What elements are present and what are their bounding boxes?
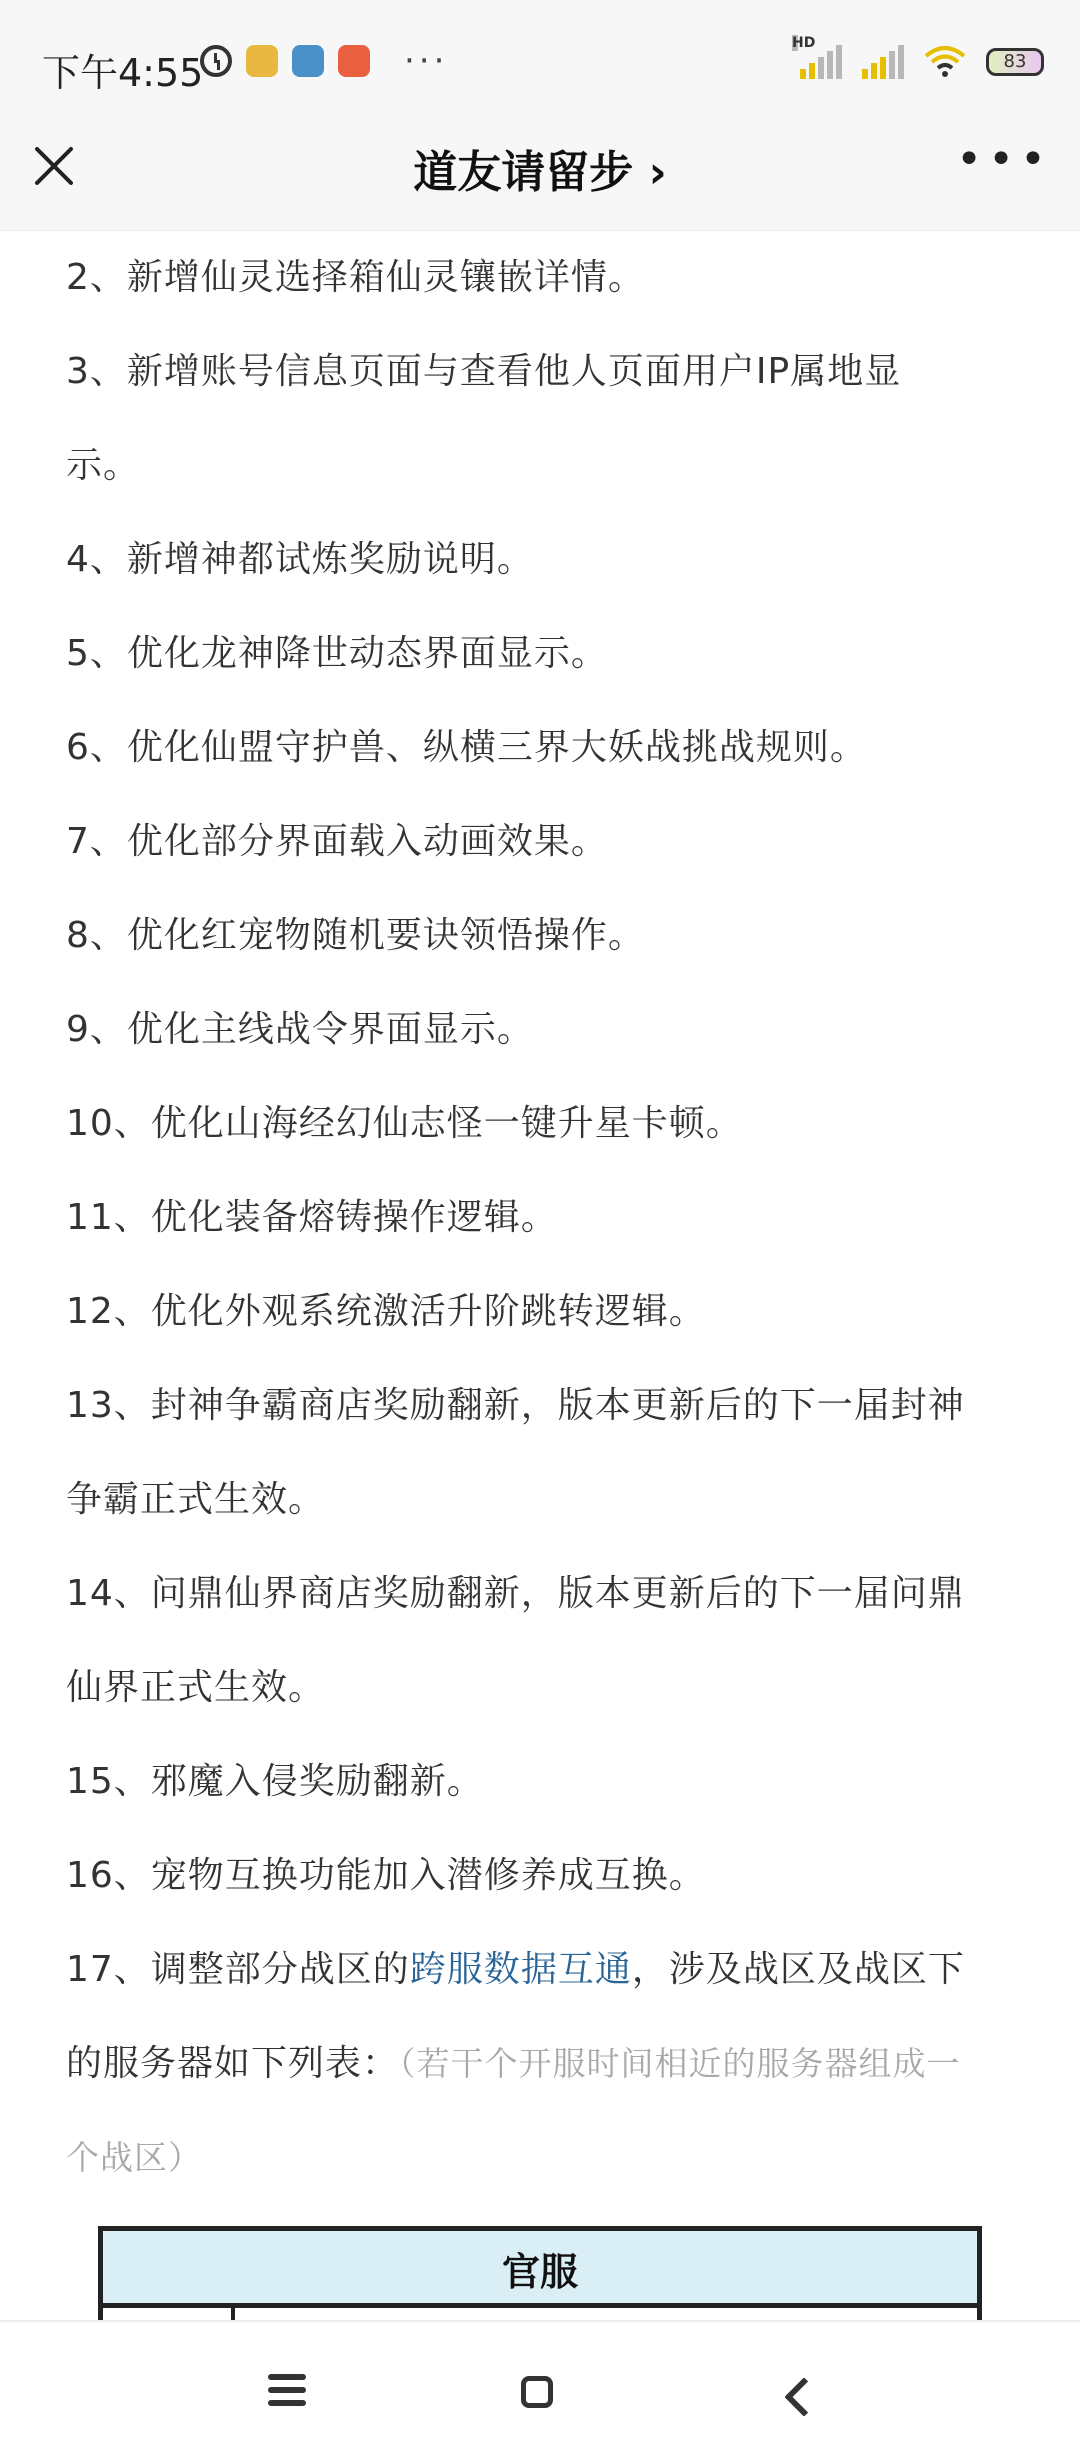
article-line: 12、优化外观系统激活升阶跳转逻辑。 <box>66 1291 706 1332</box>
article-line: 6、优化仙盟守护兽、纵横三界大妖战挑战规则。 <box>66 727 867 768</box>
article-line: 8、优化红宠物随机要诀领悟操作。 <box>66 915 645 956</box>
app-notification-icon <box>246 45 278 77</box>
article-line: 9、优化主线战令界面显示。 <box>66 1009 534 1050</box>
system-icons <box>792 35 1044 79</box>
more-notifications-icon: ··· <box>404 41 449 81</box>
line18-main: 的服务器如下列表： <box>66 2043 400 2084</box>
app-notification-icon <box>292 45 324 77</box>
article-line: 16、宠物互换功能加入潜修养成互换。 <box>66 1855 706 1896</box>
article-line: 13、封神争霸商店奖励翻新，版本更新后的下一届封神 <box>66 1385 965 1426</box>
title-bar <box>0 100 1080 231</box>
article-line-19 <box>66 2111 1014 2205</box>
article-line: 3、新增账号信息页面与查看他人页面用户IP属地显 <box>66 351 902 392</box>
signal-icon <box>792 35 842 79</box>
article-lines <box>0 231 1080 2205</box>
line18-note: （若干个开服时间相近的服务器组成一 <box>399 2044 961 2083</box>
article-line: 15、邪魔入侵奖励翻新。 <box>66 1761 484 1802</box>
more-options-icon[interactable]: ••• <box>956 134 1052 185</box>
article-line: 11、优化装备熔铸操作逻辑。 <box>66 1197 558 1238</box>
article-line: 2、新增仙灵选择箱仙灵镶嵌详情。 <box>66 257 645 298</box>
network-label: HD <box>792 35 816 51</box>
table-header: 官服 <box>98 2226 982 2308</box>
article-line: 仙界正式生效。 <box>66 1667 326 1708</box>
article-line-18 <box>66 2017 1014 2111</box>
article-line: 5、优化龙神降世动态界面显示。 <box>66 633 608 674</box>
signal-icon <box>862 45 904 79</box>
article-content[interactable] <box>0 231 1080 2320</box>
article-line: 示。 <box>66 445 141 486</box>
article-line: 14、问鼎仙界商店奖励翻新，版本更新后的下一届问鼎 <box>66 1573 965 1614</box>
back-icon[interactable] <box>770 2367 830 2427</box>
cross-server-link[interactable]: 跨服数据互通 <box>409 1949 632 1990</box>
menu-icon[interactable] <box>258 2367 318 2427</box>
alarm-icon <box>200 45 232 77</box>
system-nav-bar <box>0 2320 1080 2462</box>
article-line: 7、优化部分界面载入动画效果。 <box>66 821 608 862</box>
article-line: 4、新增神都试炼奖励说明。 <box>66 539 534 580</box>
line19-note: 个战区） <box>66 2138 202 2177</box>
line17-suffix: ，涉及战区及战区下 <box>631 1949 965 1990</box>
battery-icon: 83 <box>986 48 1044 76</box>
article-line: 争霸正式生效。 <box>66 1479 326 1520</box>
home-icon[interactable] <box>512 2367 572 2427</box>
notification-icons <box>200 41 449 81</box>
article-line: 10、优化山海经幻仙志怪一键升星卡顿。 <box>66 1103 743 1144</box>
page-title[interactable]: 道友请留步 › <box>413 147 667 198</box>
line17-prefix: 17、调整部分战区的 <box>66 1949 410 1990</box>
wifi-icon <box>924 46 966 78</box>
status-time: 下午4:55 <box>42 51 204 95</box>
app-notification-icon <box>338 45 370 77</box>
article-line-17 <box>66 1923 1014 2017</box>
